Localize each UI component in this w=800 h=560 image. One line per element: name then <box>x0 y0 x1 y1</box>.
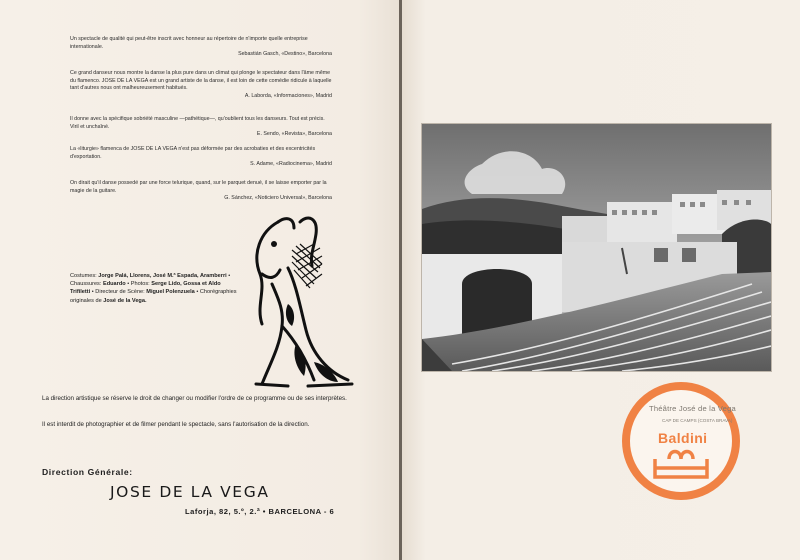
photo-notice: Il est interdit de photographier et de filmer pendant le spectacle, sans l'autorisation de la direction. <box>42 421 310 428</box>
credit-value: José de la Vega. <box>103 297 147 304</box>
stamp-theatre-name: Théâtre José de la Vega <box>649 404 736 413</box>
quote-source: A. Laborda, «Informaciones», Madrid <box>244 92 332 99</box>
quote-source: Sebastián Gasch, «Destino», Barcelona <box>238 51 332 58</box>
left-page <box>0 0 399 560</box>
credit-value: Jorge Palá, Llorens, José M.ª Espada, Aramberri <box>98 273 227 279</box>
press-quote <box>70 116 332 139</box>
credit-label: Directeur de Scène: <box>95 289 145 296</box>
program-notice: La direction artistique se réserve le droit de changer ou modifier l'ordre de ce programme ou de ses interprètes. <box>42 395 347 402</box>
production-credits: Costumes: Jorge Palá, Llorens, José M.ª Espada, Aramberri • Chaussures: Eduardo • Photos: Serge Lido, Gossa et Aldo Trifiletti • Directeur de Scène: Miguel Polenzuela • Chorégraphies originales de José de la Vega. <box>70 273 237 304</box>
press-quote <box>70 146 332 169</box>
director-address: Laforja, 82, 5.º, 2.ª • BARCELONA - 6 <box>185 507 335 516</box>
quote-source: E. Sendo, «Revista», Barcelona <box>256 131 332 138</box>
quote-text: Il donne avec la spécifique sobriété masculine —pathétique—, qu'oublient tous les danseurs. Tout est précis. Viril et unchaîné. <box>70 116 325 130</box>
quote-text: On dirait qu'il danse possedé par une force telurique, quand, sur le parquet denué, il se laisse emporter par la magie de la guitare. <box>70 180 327 194</box>
amphitheatre-photo <box>421 123 772 372</box>
press-quote <box>70 36 332 59</box>
quote-text: Ce grand danseur nous montre la danse la plus pure dans un climat qui plonge le spectateur dans l'âme même du flamenco. JOSE DE LA VEGA est un grand artiste de la danse, il est loin de cette comédie ridicule à laquelle tant d'autres nous ont malheureusement habitués. <box>70 70 332 92</box>
credit-label: Photos: <box>130 281 150 288</box>
quote-source: G. Sánchez, «Noticiero Universal», Barcelona <box>224 195 332 202</box>
director-name: JOSE DE LA VEGA <box>110 483 270 501</box>
quote-text: Un spectacle de qualité qui peut-être inscrit avec honneur au répertoire de n'importe quelle entreprise internationale. <box>70 36 308 50</box>
credit-value: Serge Lido, Gossa et Aldo Trifiletti <box>70 281 221 296</box>
credit-label: Chaussures: <box>70 281 102 288</box>
credit-label: Costumes: <box>70 273 97 279</box>
stamp-brand: Baldini <box>658 430 708 446</box>
credit-value: Miguel Polenzuela <box>146 289 195 296</box>
quote-text: La «liturgie» flamenca de JOSE DE LA VEGA n'est pas déformée par des acrobaties et des excentricités d'exportation. <box>70 146 316 160</box>
quote-source: S. Adame, «Radiocinema», Madrid <box>250 161 332 168</box>
stamp-location: CAP DE CAMPS (COSTA BRAVA) <box>662 418 733 423</box>
credit-value: Eduardo <box>102 281 126 288</box>
direction-label: Direction Générale: <box>42 467 133 477</box>
press-quote <box>70 70 332 100</box>
dancer-illustration <box>248 214 356 392</box>
press-quote <box>70 180 332 203</box>
credit-label: Chorégraphies originales de <box>70 289 237 304</box>
